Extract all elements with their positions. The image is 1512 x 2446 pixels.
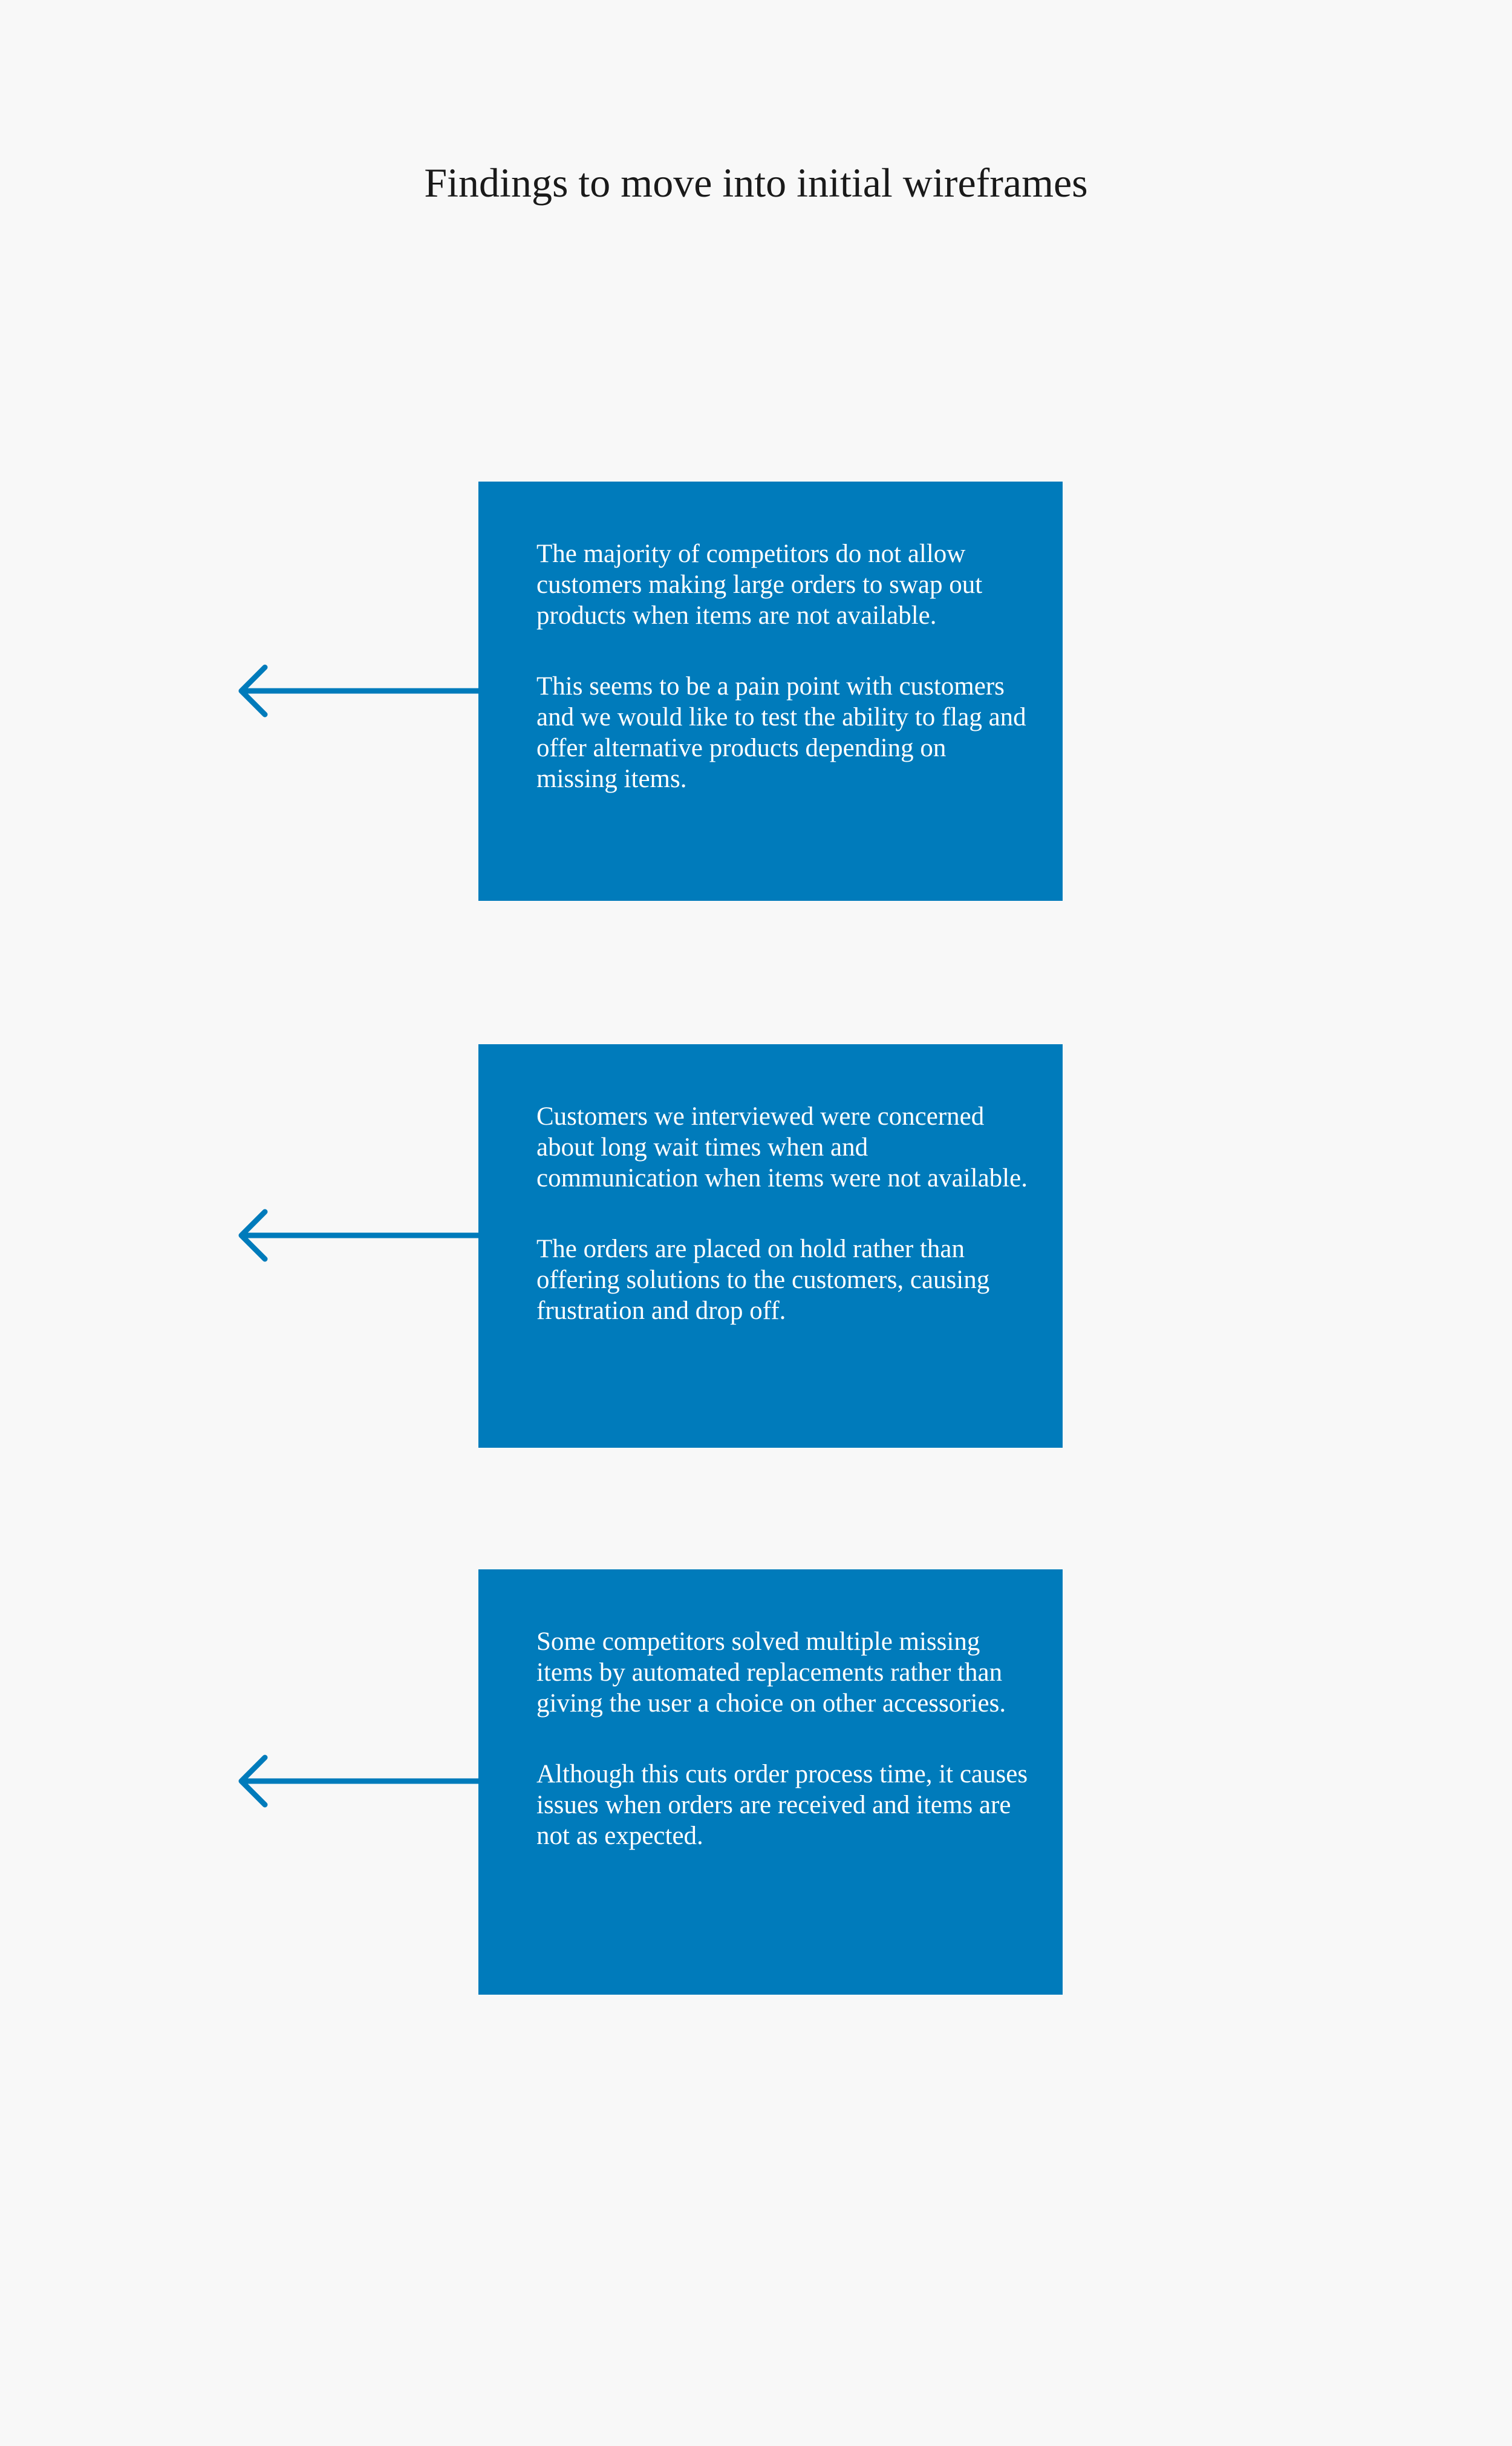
finding-card-2 (478, 1044, 1063, 1448)
finding-3-paragraph-1: Some competitors solved multiple missing items by automated replacements rather than giving the user a choice on other accessories. (536, 1627, 1006, 1718)
page-title: Findings to move into initial wireframes (424, 160, 1088, 206)
arrow-left-icon (236, 1208, 480, 1263)
arrow-left-icon (236, 664, 480, 718)
finding-1-paragraph-1: The majority of competitors do not allow customers making large orders to swap out products when items are not available. (536, 540, 983, 630)
finding-card-1 (478, 482, 1063, 901)
finding-1-paragraph-2: This seems to be a pain point with customers and we would like to test the ability to flag and offer alternative products depending on missing items. (536, 672, 1026, 793)
finding-2-paragraph-2: The orders are placed on hold rather than offering solutions to the customers, causing frustration and drop off. (536, 1235, 990, 1325)
finding-3-paragraph-2: Although this cuts order process time, it causes issues when orders are received and items are not as expected. (536, 1760, 1028, 1850)
finding-2-paragraph-1: Customers we interviewed were concerned about long wait times when and communication when items were not available. (536, 1102, 1028, 1192)
finding-card-3 (478, 1569, 1063, 1995)
arrow-left-icon (236, 1754, 480, 1808)
